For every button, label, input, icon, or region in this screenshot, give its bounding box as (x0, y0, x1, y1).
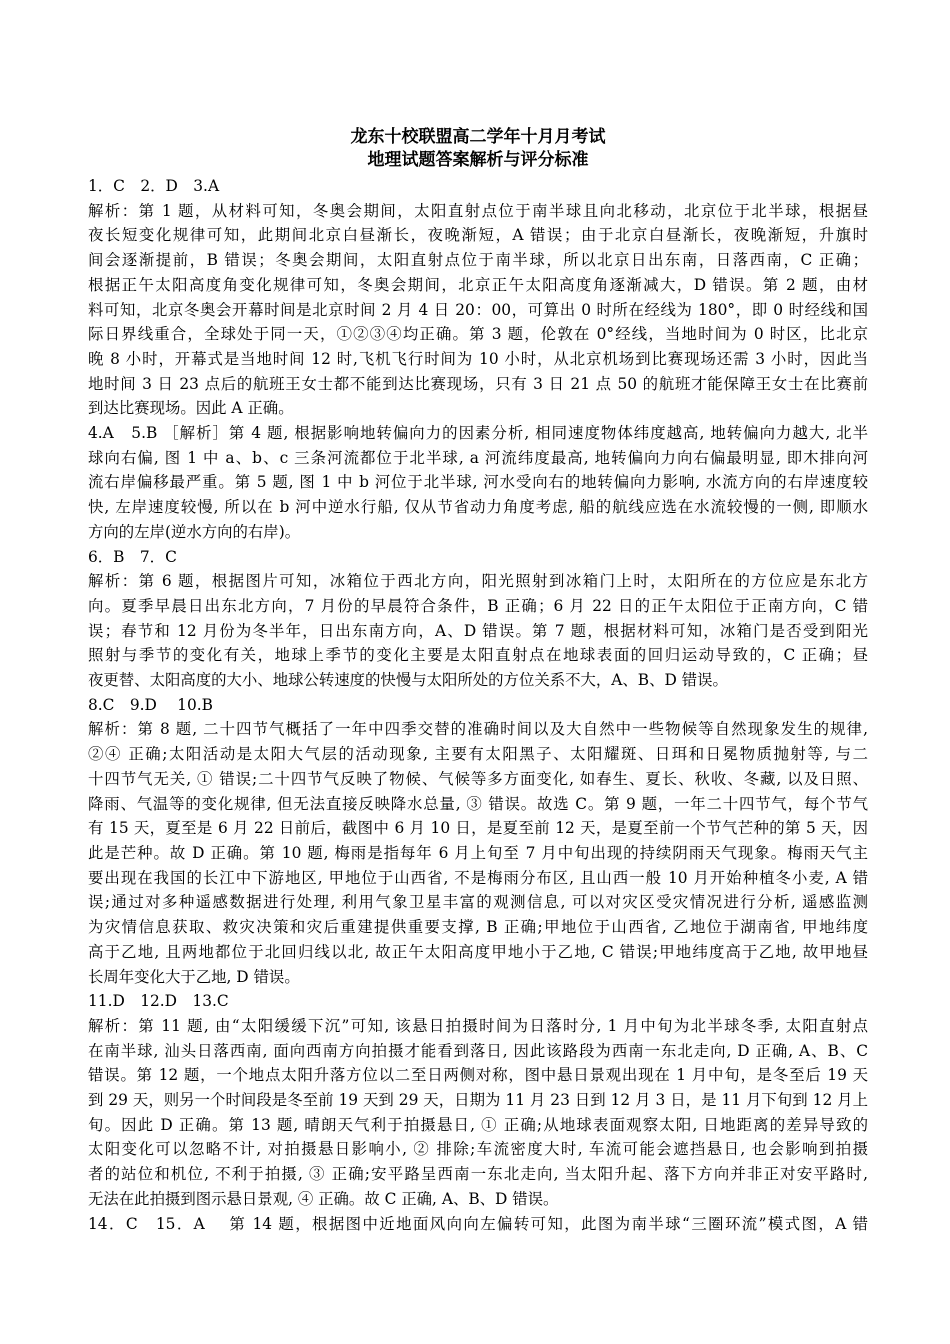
answer-line: 误;通过对多种遥感数据进行处理, 利用气象卫星丰富的观测信息, 可以对灾区受灾情况进行分析, 遥感监测 (88, 893, 868, 912)
answer-line: 此是芒种。故 D 正确。第 10 题, 梅雨是指每年 6 月上旬至 7 月中旬出现的持续阴雨天气现象。梅雨天气主 (88, 843, 868, 862)
answer-line: 误；春节和 12 月份为冬半年，日出东南方向，A、D 错误。第 7 题，根据材料可知，冰箱门是否受到阳光 (88, 621, 868, 640)
answer-line: 料可知，北京冬奥会开幕时间是北京时间 2 月 4 日 20：00，可算出 0 时所在经线为 180°，即 0 时经线和国 (88, 300, 868, 319)
answer-line: 6．B 7．C (88, 547, 177, 566)
answer-line: 在南半球, 汕头日落西南, 面向西南方向拍摄才能看到落日, 因此该路段为西南一东北走向, D 正确, A、B、C (88, 1041, 868, 1060)
answer-line: ②④ 正确;太阳活动是太阳大气层的活动现象, 主要有太阳黑子、太阳耀斑、日珥和日冕物质抛射等, 与二 (88, 745, 868, 764)
answer-line: 解析：第 6 题，根据图片可知，冰箱位于西北方向，阳光照射到冰箱门上时，太阳所在的方位应是东北方 (88, 572, 868, 591)
answer-line: 照射与季节的变化有关，地球上季节的变化主要是太阳直射点在地球表面的回归运动导致的，C 正确；昼 (88, 646, 868, 665)
answer-line: 高于乙地, 且两地都位于北回归线以北, 故正午太阳高度甲地小于乙地, C 错误;甲地纬度高于乙地, 故甲地昼 (88, 942, 868, 961)
answer-line: 11.D 12.D 13.C (88, 992, 229, 1011)
answer-line: 夜长短变化规律可知，此期间北京白昼渐长，夜晚渐短，A 错误；由于北京白昼渐长，夜晚渐短，升旗时 (88, 226, 868, 245)
answer-line: 间会逐渐提前，B 错误；冬奥会期间，太阳直射点位于南半球，所以北京日出东南，日落西南，C 正确； (88, 251, 868, 270)
answer-line: 到达比赛现场。因此 A 正确。 (88, 399, 294, 418)
answer-line: 太阳变化可以忽略不计, 对拍摄悬日影响小, ② 排除;车流密度大时, 车流可能会遮挡悬日, 也会影响到拍摄 (88, 1140, 868, 1159)
answer-line: 4.A 5.B ［解析］第 4 题, 根据影响地转偏向力的因素分析, 相同速度物体纬度越高, 地转偏向力越大, 北半 (88, 424, 868, 443)
answer-line: 要出现在我国的长江中下游地区, 甲地位于山西省, 不是梅雨分布区, 且山西一般 10 月开始种植冬小麦, A 错 (88, 868, 868, 887)
answer-line: 地时间 3 日 23 点后的航班王女士都不能到达比赛现场，只有 3 日 21 点 50 的航班才能保障王女士在比赛前 (88, 374, 868, 393)
answer-line: 8.C 9.D 10.B (88, 695, 213, 714)
answer-line: 际日界线重合，全球处于同一天，①②③④均正确。第 3 题，伦敦在 0°经线，当地时间为 0 时区，比北京 (88, 325, 868, 344)
document-subtitle: 地理试题答案解析与评分标准 (367, 150, 589, 170)
answer-line: 长周年变化大于乙地, D 错误。 (88, 967, 300, 986)
answer-line: 解析：第 11 题, 由“太阳缓缓下沉”可知, 该悬日拍摄时间为日落时分, 1 月中旬为北半球冬季, 太阳直射点 (88, 1016, 868, 1035)
answer-line: 14．C 15．A 第 14 题，根据图中近地面风向向左偏转可知，此图为南半球“三圈环流”模式图，A 错 (88, 1214, 868, 1233)
answer-line: 降雨、气温等的变化规律, 但无法直接反映降水总量, ③ 错误。故选 C。第 9 题，一年二十四节气，每个节气 (88, 794, 868, 813)
answer-line: 球向右偏, 图 1 中 a、b、c 三条河流都位于北半球, a 河流纬度最高, 地转偏向力向右偏最明显, 即木排向河 (88, 448, 868, 467)
answer-line: 向。夏季早晨日出东北方向，7 月份的早晨符合条件，B 正确；6 月 22 日的正午太阳位于正南方向，C 错 (88, 596, 868, 615)
answer-line: 解析：第 8 题, 二十四节气概括了一年中四季交替的准确时间以及大自然中一些物候等自然现象发生的规律, (88, 720, 868, 739)
answer-line: 晚 8 小时，开幕式是当地时间 12 时,飞机飞行时间为 10 小时，从北京机场到比赛现场还需 3 小时，因此当 (88, 349, 868, 368)
answer-document (88, 126, 868, 1236)
answer-line: 夜更替、太阳高度的大小、地球公转速度的快慢与太阳所处的方位关系不大，A、B、D 错误。 (88, 671, 728, 690)
answer-line: 流右岸偏移最严重。第 5 题, 图 1 中 b 河位于北半球, 河水受向右的地转偏向力影响, 水流方向的右岸速度较 (88, 473, 868, 492)
answer-line: 者的站位和机位, 不利于拍摄, ③ 正确;安平路呈西南一东北走向, 当太阳升起、落下方向并非正对安平路时, (88, 1165, 868, 1184)
answer-line: 错误。第 12 题，一个地点太阳升落方位以二至日两侧对称，图中悬日景观出现在 1 月中旬，是冬至后 19 天 (88, 1066, 868, 1085)
answer-line: 为灾情信息获取、救灾决策和灾后重建提供重要支撑, B 正确;甲地位于山西省, 乙地位于湖南省, 甲地纬度 (88, 918, 868, 937)
answer-line: 到 29 天，则另一个时间段是冬至前 19 天到 29 天，日期为 11 月 23 日到 12 月 3 日，是 11 月下旬到 12 月上 (88, 1091, 868, 1110)
answer-line: 1．C 2．D 3.A (88, 177, 220, 195)
document-title: 龙东十校联盟高二学年十月月考试 (350, 127, 606, 147)
answer-line: 无法在此拍摄到图示悬日景观, ④ 正确。故 C 正确, A、B、D 错误。 (88, 1189, 559, 1208)
answer-line: 十四节气无关, ① 错误;二十四节气反映了物候、气候等多方面变化, 如春生、夏长、秋收、冬藏, 以及日照、 (88, 769, 868, 788)
answer-line: 旬。因此 D 正确。第 13 题, 晴朗天气利于拍摄悬日, ① 正确;从地球表面观察太阳, 日地距离的差异导致的 (88, 1115, 868, 1134)
answer-line: 有 15 天，夏至是 6 月 22 日前后，截图中 6 月 10 日，是夏至前 12 天，是夏至前一个节气芒种的第 5 天，因 (88, 819, 868, 838)
answer-line: 根据正午太阳高度角变化规律可知，冬奥会期间，北京正午太阳高度角逐渐减大，D 错误。第 2 题，由材 (88, 275, 868, 294)
answer-line: 方向的左岸(逆水方向的右岸)。 (88, 522, 301, 541)
answer-line: 解析：第 1 题，从材料可知，冬奥会期间，太阳直射点位于南半球且向北移动，北京位于北半球，根据昼 (88, 201, 868, 220)
answer-line: 快, 左岸速度较慢, 所以在 b 河中逆水行船, 仅从节省动力角度考虑, 船的航线应选在水流较慢的一侧, 即顺水 (88, 498, 868, 517)
